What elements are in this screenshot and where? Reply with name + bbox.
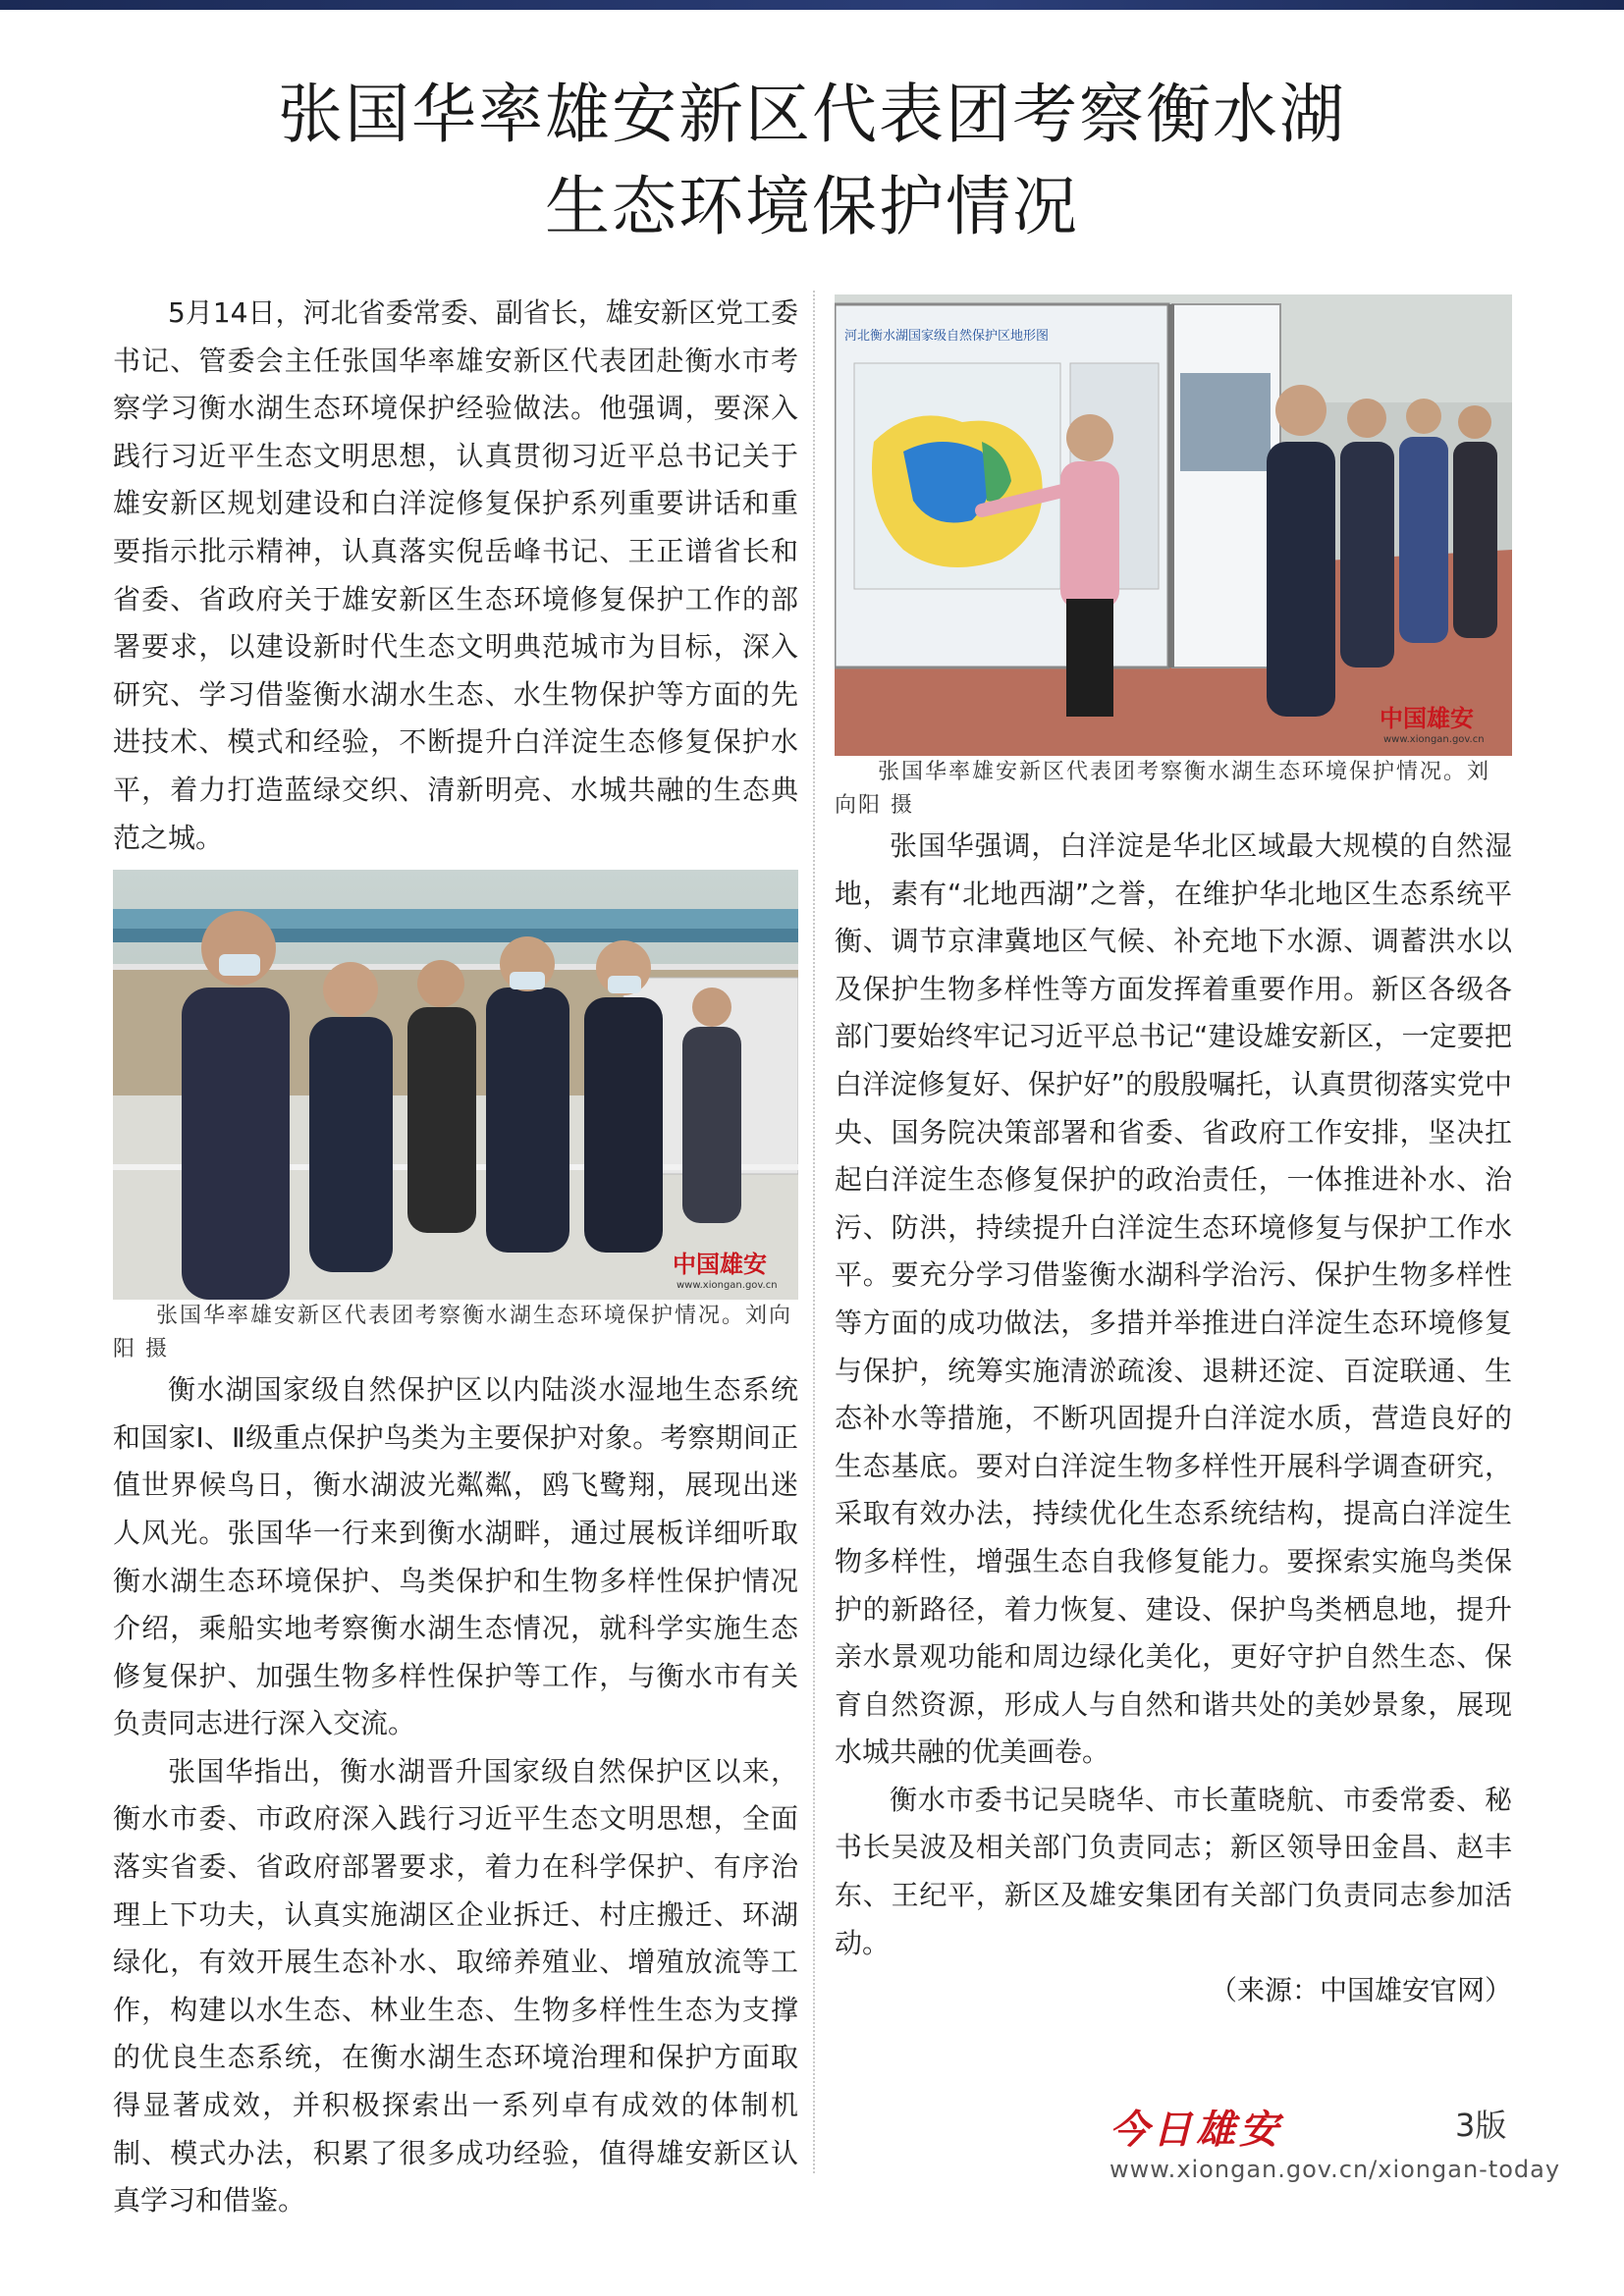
photo-exhibition-board bbox=[835, 294, 1512, 756]
watermark-logo-right bbox=[1380, 704, 1485, 745]
board-title-text: 河北衡水湖国家级自然保护区地形图 bbox=[844, 329, 1050, 344]
svg-text:www.xiongan.gov.cn: www.xiongan.gov.cn bbox=[1383, 734, 1485, 745]
top-bar bbox=[0, 0, 1624, 10]
left-column bbox=[113, 290, 798, 2225]
svg-text:www.xiongan.gov.cn: www.xiongan.gov.cn bbox=[677, 1280, 778, 1292]
svg-text:中国雄安: 中国雄安 bbox=[1380, 704, 1474, 732]
paragraph-reserve-intro: 衡水湖国家级自然保护区以内陆淡水湿地生态系统和国家Ⅰ、Ⅱ级重点保护鸟类为主要保护对象。考察期间正值世界候鸟日，衡水湖波光粼粼，鸥飞鹭翔，展现出迷人风光。张国华一行来到衡水湖畔，通过展板详细听取衡水湖生态环境保护、鸟类保护和生物多样性保护情况介绍，乘船实地考察衡水湖生态情况，就科学实施生态修复保护、加强生物多样性保护等工作，与衡水市有关负责同志进行深入交流。 bbox=[113, 1373, 798, 1740]
photo-boat-inspection bbox=[113, 870, 798, 1300]
article-headline bbox=[0, 69, 1624, 253]
page-number: 3版 bbox=[1455, 2107, 1507, 2144]
paragraph-achievements: 张国华指出，衡水湖晋升国家级自然保护区以来，衡水市委、市政府深入践行习近平生态文明思想，全面落实省委、省政府部署要求，着力在科学保护、有序治理上下功夫，认真实施湖区企业拆迁、村庄搬迁、环湖绿化，有效开展生态补水、取缔养殖业、增殖放流等工作，构建以水生态、林业生态、生物多样性生态为支撑的优良生态系统，在衡水湖生态环境治理和保护方面取得显著成效，并积极探索出一系列卓有成效的体制机制、模式办法，积累了很多成功经验，值得雄安新区认真学习和借鉴。 bbox=[113, 1754, 798, 2217]
caption-right-photo: 张国华率雄安新区代表团考察衡水湖生态环境保护情况。刘向阳 摄 bbox=[835, 760, 1491, 818]
column-divider bbox=[813, 291, 815, 2173]
headline-line-2: 生态环境保护情况 bbox=[545, 169, 1079, 244]
board-photo-image bbox=[835, 294, 1512, 756]
source-credit: （来源：中国雄安官网） bbox=[1209, 1974, 1512, 2007]
headline-line-1: 张国华率雄安新区代表团考察衡水湖 bbox=[278, 77, 1346, 152]
boat-photo-image bbox=[113, 870, 798, 1300]
paragraph-baiyangdian: 张国华强调，白洋淀是华北区域最大规模的自然湿地，素有“北地西湖”之誉，在维护华北地区生态系统平衡、调节京津冀地区气候、补充地下水源、调蓄洪水以及保护生物多样性等方面发挥着重要作用。新区各级各部门要始终牢记习近平总书记“建设雄安新区，一定要把白洋淀修复好、保护好”的殷殷嘱托，认真贯彻落实党中央、国务院决策部署和省委、省政府工作安排，坚决扛起白洋淀生态修复保护的政治责任，一体推进补水、治污、防洪，持续提升白洋淀生态环境修复与保护工作水平。要充分学习借鉴衡水湖科学治污、保护生物多样性等方面的成功做法，多措并举推进白洋淀生态环境修复与保护，统筹实施清淤疏浚、退耕还淀、百淀联通、生态补水等措施，不断巩固提升白洋淀水质，营造良好的生态基底。要对白洋淀生物多样性开展科学调查研究，采取有效办法，持续优化生态系统结构，提高白洋淀生物多样性，增强生态自我修复能力。要探索实施鸟类保护的新路径，着力恢复、建设、保护鸟类栖息地，提升亲水景观功能和周边绿化美化，更好守护自然生态、保育自然资源，形成人与自然和谐共处的美妙景象，展现水城共融的优美画卷。 bbox=[835, 829, 1512, 1769]
footer-brand-logo: 今日雄安 bbox=[1110, 2107, 1282, 2153]
caption-left-photo: 张国华率雄安新区代表团考察衡水湖生态环境保护情况。刘向阳 摄 bbox=[113, 1304, 793, 1362]
paragraph-attendees: 衡水市委书记吴晓华、市长董晓航、市委常委、秘书长吴波及相关部门负责同志；新区领导田金昌、赵丰东、王纪平，新区及雄安集团有关部门负责同志参加活动。 bbox=[835, 1783, 1512, 1959]
watermark-logo bbox=[673, 1250, 778, 1291]
right-column bbox=[835, 294, 1512, 2015]
svg-text:中国雄安: 中国雄安 bbox=[673, 1250, 767, 1279]
footer-url[interactable]: www.xiongan.gov.cn/xiongan-today bbox=[1110, 2156, 1561, 2183]
paragraph-intro: 5月14日，河北省委常委、副省长，雄安新区党工委书记、管委会主任张国华率雄安新区代表团赴衡水市考察学习衡水湖生态环境保护经验做法。他强调，要深入践行习近平生态文明思想，认真贯彻习近平总书记关于雄安新区规划建设和白洋淀修复保护系列重要讲话和重要指示批示精神，认真落实倪岳峰书记、王正谱省长和省委、省政府关于雄安新区生态环境修复保护工作的部署要求，以建设新时代生态文明典范城市为目标，深入研究、学习借鉴衡水湖水生态、水生物保护等方面的先进技术、模式和经验，不断提升白洋淀生态修复保护水平，着力打造蓝绿交织、清新明亮、水城共融的生态典范之城。 bbox=[113, 296, 798, 854]
